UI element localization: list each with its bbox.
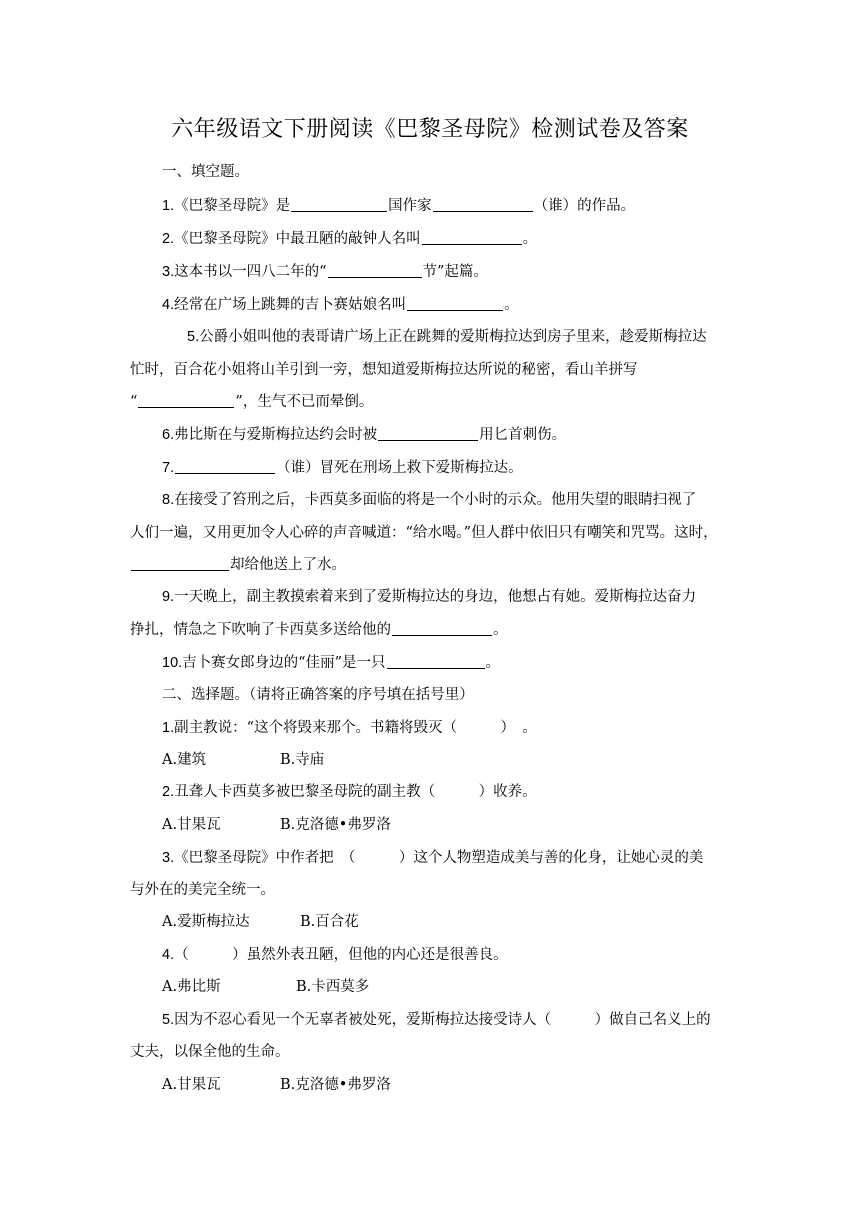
question-text: （谁）冒死在刑场上救下爱斯梅拉达。	[276, 460, 523, 476]
question-2	[162, 229, 762, 249]
choice-question-2	[162, 782, 762, 802]
answer-blank[interactable]	[407, 296, 503, 311]
choice-options-3	[162, 912, 762, 932]
question-10	[162, 653, 762, 673]
question-number: 3.	[162, 264, 175, 280]
option-a[interactable]: A.甘果瓦	[162, 1077, 221, 1093]
question-number: 4.	[162, 947, 175, 963]
question-number: 2.	[162, 784, 175, 800]
question-number: 10.	[162, 655, 183, 671]
question-number: 7.	[162, 460, 175, 476]
question-4	[162, 295, 762, 315]
answer-blank[interactable]	[138, 393, 234, 408]
answer-blank[interactable]	[175, 459, 275, 474]
option-b[interactable]: B.百合花	[300, 914, 359, 930]
choice-question-1	[162, 718, 762, 738]
question-text: 弗比斯在与爱斯梅拉达约会时被	[174, 427, 378, 443]
question-6	[162, 425, 762, 445]
choice-options-4	[162, 977, 762, 997]
question-number: 4.	[162, 297, 175, 313]
question-text: 一天晚上，副主教摸索着来到了爱斯梅拉达的身边，他想占有她。爱斯梅拉达奋力	[174, 589, 697, 605]
question-number: 1.	[162, 720, 175, 736]
question-text: ”，生气不已而晕倒。	[235, 394, 374, 410]
question-text: 。	[522, 231, 538, 247]
option-b[interactable]: B.克洛德•弗罗洛	[280, 817, 391, 833]
question-text: （谁）的作品。	[533, 198, 636, 214]
option-a[interactable]: A.建筑	[162, 752, 207, 768]
question-text: 《巴黎圣母院》中作者把 （ ）这个人物塑造成美与善的化身，让她心灵的美	[174, 850, 704, 866]
question-text: 这本书以一四八二年的“	[174, 264, 327, 280]
option-b[interactable]: B.卡西莫多	[296, 979, 370, 995]
question-text: 因为不忍心看见一个无辜者被处死，爱斯梅拉达接受诗人（ ）做自己名义上的	[174, 1012, 711, 1028]
question-text: 在接受了笞刑之后，卡西莫多面临的将是一个小时的示众。他用失望的眼睛扫视了	[174, 492, 697, 508]
option-a[interactable]: A.甘果瓦	[162, 817, 221, 833]
question-3	[162, 262, 762, 282]
choice-options-2	[162, 815, 762, 835]
choice-question-3-line-1	[162, 848, 762, 868]
question-8-line-1	[162, 490, 762, 510]
question-number: 5.	[187, 329, 200, 345]
question-text: （ ）虽然外表丑陋，但他的内心还是很善良。	[174, 947, 508, 963]
question-9-line-1	[162, 587, 762, 607]
question-text: 副主教说：“这个将毁来那个。书籍将毁灭（ ） 。	[174, 720, 537, 736]
answer-blank[interactable]	[433, 197, 533, 212]
question-text: 吉卜赛女郎身边的“佳丽”是一只	[182, 655, 386, 671]
section-heading-fill-blank: 一、填空题。	[162, 164, 249, 180]
choice-question-5-line-2: 丈夫，以保全他的生命。	[130, 1044, 290, 1060]
question-9-line-2	[130, 620, 730, 640]
question-8-line-2: 人们一遍，又用更加令人心碎的声音喊道：“给水喝。”但人群中依旧只有嘲笑和咒骂。这时，	[130, 525, 718, 541]
question-text: 节”起篇。	[422, 264, 488, 280]
choice-options-5	[162, 1075, 762, 1095]
question-number: 2.	[162, 231, 175, 247]
question-text: “	[130, 394, 138, 410]
question-8-line-3	[130, 555, 730, 575]
question-5-line-2: 忙时，百合花小姐将山羊引到一旁，想知道爱斯梅拉达所说的秘密，看山羊拼写	[130, 362, 638, 378]
option-a[interactable]: A.弗比斯	[162, 979, 221, 995]
choice-question-4	[162, 945, 762, 965]
question-5-line-1	[187, 327, 787, 347]
answer-blank[interactable]	[378, 426, 478, 441]
question-text: 经常在广场上跳舞的吉卜赛姑娘名叫	[174, 297, 407, 313]
question-text: 却给他送上了水。	[230, 557, 346, 573]
option-b[interactable]: B.克洛德•弗罗洛	[280, 1077, 391, 1093]
question-number: 9.	[162, 589, 175, 605]
question-number: 3.	[162, 850, 175, 866]
section-heading-multiple-choice: 二、选择题。（请将正确答案的序号填在括号里）	[162, 687, 474, 703]
question-text: 公爵小姐叫他的表哥请广场上正在跳舞的爱斯梅拉达到房子里来，趁爱斯梅拉达	[199, 329, 707, 345]
document-title: 六年级语文下册阅读《巴黎圣母院》检测试卷及答案	[171, 117, 689, 142]
answer-blank[interactable]	[392, 621, 492, 636]
question-number: 1.	[162, 198, 175, 214]
question-5-line-3	[130, 392, 730, 412]
question-text: 。	[485, 655, 500, 671]
answer-blank[interactable]	[291, 197, 387, 212]
question-1	[162, 196, 762, 216]
question-text: 《巴黎圣母院》中最丑陋的敲钟人名叫	[174, 231, 421, 247]
question-number: 8.	[162, 492, 175, 508]
question-text: 国作家	[388, 198, 432, 214]
answer-blank[interactable]	[422, 230, 522, 245]
answer-blank[interactable]	[131, 556, 229, 571]
answer-blank[interactable]	[328, 263, 422, 278]
question-7	[162, 458, 762, 478]
question-number: 6.	[162, 427, 175, 443]
question-text: 用匕首刺伤。	[479, 427, 567, 443]
question-number: 5.	[162, 1012, 175, 1028]
answer-blank[interactable]	[387, 654, 485, 669]
question-text: 挣扎，情急之下吹响了卡西莫多送给他的	[130, 622, 391, 638]
choice-options-1	[162, 750, 762, 770]
question-text: 。	[493, 622, 508, 638]
choice-question-5-line-1	[162, 1010, 762, 1030]
option-a[interactable]: A.爱斯梅拉达	[162, 914, 250, 930]
question-text: 丑聋人卡西莫多被巴黎圣母院的副主教（ ）收养。	[174, 784, 537, 800]
question-text: 。	[504, 297, 519, 313]
question-text: 《巴黎圣母院》是	[174, 198, 291, 214]
choice-question-3-line-2: 与外在的美完全统一。	[130, 882, 275, 898]
option-b[interactable]: B.寺庙	[280, 752, 325, 768]
